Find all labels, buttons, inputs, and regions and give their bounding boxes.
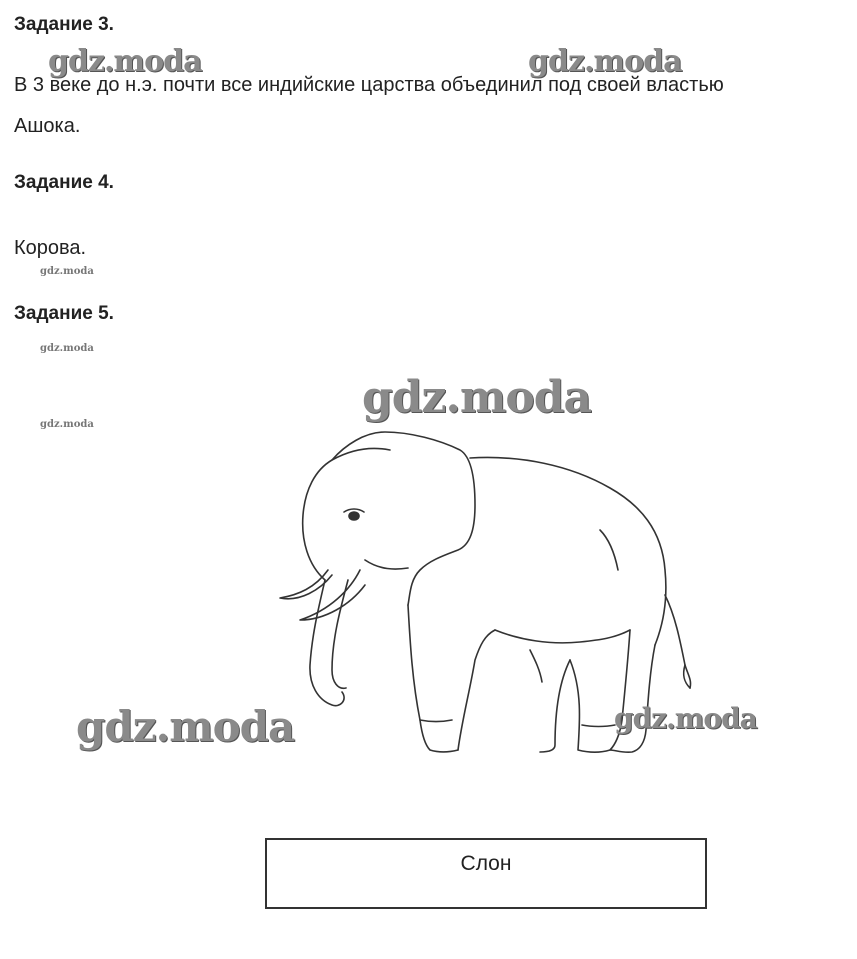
watermark-small: gdz.moda	[40, 266, 94, 277]
task5-heading: Задание 5.	[14, 303, 114, 324]
task4-answer: Корова.	[14, 237, 87, 259]
task3-heading: Задание 3.	[14, 14, 114, 35]
watermark: gdz.moda	[614, 702, 757, 735]
answer-box	[265, 838, 707, 909]
watermark: gdz.moda	[362, 372, 592, 423]
task3-text-line1: В 3 веке до н.э. почти все индийские царства объединил под своей властью	[14, 74, 724, 96]
watermark: gdz.moda	[48, 44, 202, 79]
watermark-small: gdz.moda	[40, 343, 94, 354]
watermark-small: gdz.moda	[40, 419, 94, 430]
watermark: gdz.moda	[76, 702, 295, 751]
task4-heading: Задание 4.	[14, 172, 114, 193]
task3-text-line2: Ашока.	[14, 115, 81, 137]
watermark: gdz.moda	[528, 44, 682, 79]
answer-label: Слон	[460, 852, 512, 875]
